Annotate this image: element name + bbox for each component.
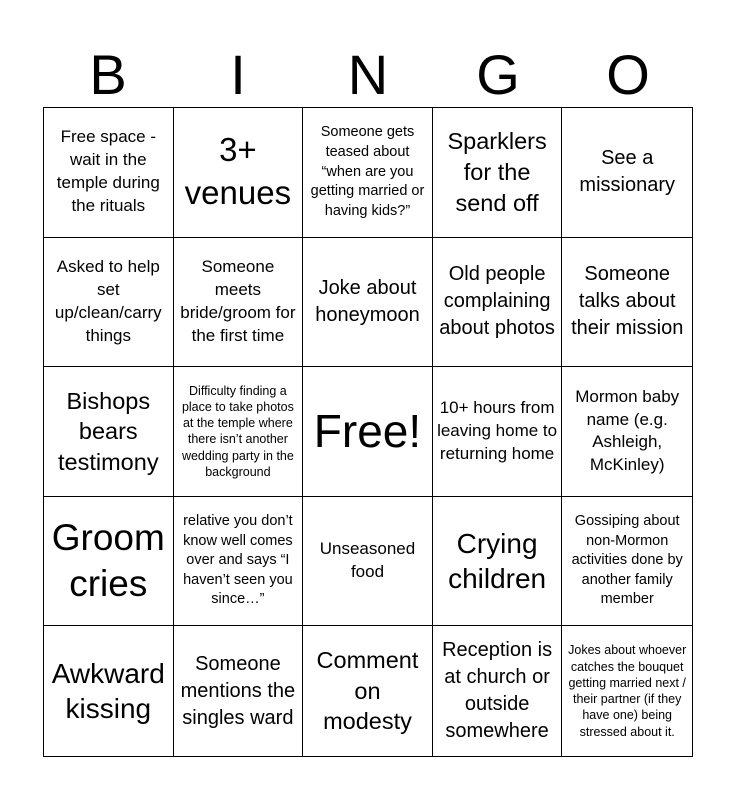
bingo-header bbox=[43, 44, 693, 106]
header-letter-o: O bbox=[606, 43, 650, 106]
bingo-cell[interactable]: Comment on modesty bbox=[303, 626, 433, 756]
bingo-cell[interactable]: Bishops bears testimony bbox=[44, 367, 174, 497]
free-space-cell[interactable]: Free! bbox=[303, 367, 433, 497]
bingo-cell[interactable]: Jokes about whoever catches the bouquet getting married next / their partner (if they have one) being stressed about it. bbox=[568, 643, 687, 739]
bingo-cell[interactable]: Crying children bbox=[433, 497, 563, 627]
bingo-cell[interactable]: Difficulty finding a place to take photos at the temple where there isn’t another wedding party in the background bbox=[174, 367, 304, 497]
bingo-cell[interactable]: Someone gets teased about “when are you getting married or having kids?” bbox=[303, 108, 433, 238]
header-letter-b: B bbox=[89, 43, 127, 106]
bingo-cell[interactable]: Sparklers for the send off bbox=[433, 108, 563, 238]
bingo-cell[interactable]: Joke about honeymoon bbox=[303, 238, 433, 368]
bingo-cell[interactable]: Unseasoned food bbox=[303, 497, 433, 627]
header-letter-n: N bbox=[347, 43, 389, 106]
bingo-cell[interactable]: Free space - wait in the temple during the rituals bbox=[44, 108, 174, 238]
bingo-cell[interactable]: 10+ hours from leaving home to returning home bbox=[433, 367, 563, 497]
bingo-cell[interactable]: See a missionary bbox=[562, 108, 692, 238]
bingo-cell[interactable]: Someone meets bride/groom for the first time bbox=[174, 238, 304, 368]
bingo-cell[interactable]: Someone mentions the singles ward bbox=[174, 626, 304, 756]
bingo-cell[interactable]: Old people complaining about photos bbox=[433, 238, 563, 368]
bingo-cell[interactable]: Someone talks about their mission bbox=[562, 238, 692, 368]
header-letter-g: G bbox=[476, 43, 520, 106]
bingo-cell[interactable]: Reception is at church or outside somewhere bbox=[433, 626, 563, 756]
bingo-cell[interactable]: Mormon baby name (e.g. Ashleigh, McKinley) bbox=[562, 367, 692, 497]
bingo-cell[interactable]: Gossiping about non-Mormon activities done by another family member bbox=[562, 497, 692, 627]
bingo-grid bbox=[43, 107, 693, 757]
bingo-cell[interactable]: relative you don’t know well comes over and says “I haven’t seen you since…” bbox=[174, 497, 304, 627]
bingo-cell[interactable]: Groom cries bbox=[44, 497, 174, 627]
bingo-cell[interactable]: Asked to help set up/clean/carry things bbox=[44, 238, 174, 368]
bingo-cell[interactable]: Awkward kissing bbox=[44, 626, 174, 756]
bingo-cell[interactable]: 3+ venues bbox=[174, 108, 304, 238]
header-letter-i: I bbox=[230, 43, 246, 106]
